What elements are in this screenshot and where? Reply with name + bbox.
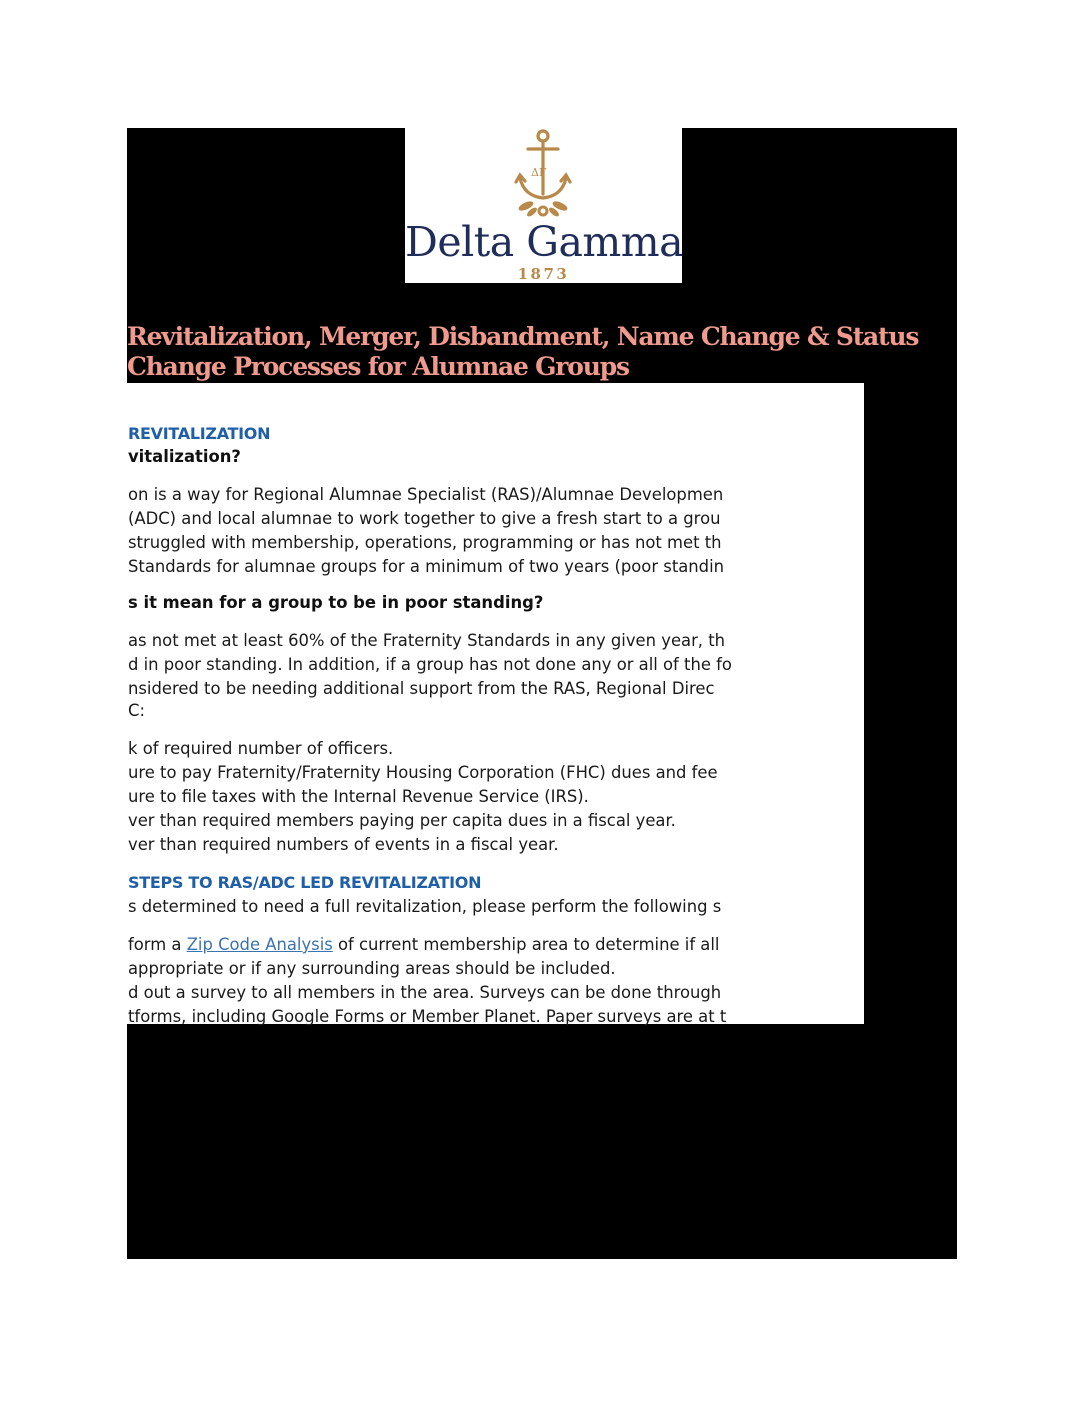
paragraph-line: C: (128, 701, 145, 720)
paragraph-line: struggled with membership, operations, programming or has not met th (128, 533, 722, 552)
list-item: k of required number of officers. (128, 739, 394, 758)
title-line-2: Change Processes for Alumnae Groups (127, 352, 629, 381)
paragraph-line: s determined to need a full revitalization, please perform the following s (128, 897, 722, 916)
brand-year: 1873 (517, 265, 570, 283)
paragraph-line: as not met at least 60% of the Fraternity Standards in any given year, th (128, 631, 726, 650)
step-item (128, 935, 719, 955)
anchor-icon (508, 128, 578, 223)
list-item: ver than required members paying per capita dues in a fiscal year. (128, 811, 676, 830)
list-item: ure to file taxes with the Internal Revenue Service (IRS). (128, 787, 589, 806)
paragraph-line: Standards for alumnae groups for a minimum of two years (poor standin (128, 557, 725, 576)
list-item: ver than required numbers of events in a fiscal year. (128, 835, 559, 854)
title-line-1: Revitalization, Merger, Disbandment, Name Change & Status (127, 322, 919, 351)
brand-name: Delta Gamma (405, 218, 684, 266)
logo (405, 128, 682, 283)
paragraph-line: nsidered to be needing additional support from the RAS, Regional Direc (128, 679, 715, 698)
step-text: of current membership area to determine if all (332, 935, 720, 954)
document-title (127, 322, 927, 382)
content-area (128, 383, 864, 1026)
list-item: ure to pay Fraternity/Fraternity Housing Corporation (FHC) dues and fee (128, 763, 718, 782)
section-heading-steps: STEPS TO RAS/ADC LED REVITALIZATION (128, 873, 482, 892)
section-heading-revitalization: REVITALIZATION (128, 424, 271, 443)
step-text: form a (128, 935, 187, 954)
question-heading: vitalization? (128, 447, 241, 466)
paragraph-line: on is a way for Regional Alumnae Specialist (RAS)/Alumnae Developmen (128, 485, 724, 504)
question-heading: s it mean for a group to be in poor standing? (128, 593, 544, 612)
step-item: d out a survey to all members in the area. Surveys can be done through (128, 983, 722, 1002)
step-item: appropriate or if any surrounding areas should be included. (128, 959, 616, 978)
step-item: tforms, including Google Forms or Member Planet. Paper surveys are at t (128, 1007, 727, 1026)
zip-code-analysis-link[interactable]: Zip Code Analysis (186, 935, 333, 954)
paragraph-line: (ADC) and local alumnae to work together to give a fresh start to a grou (128, 509, 721, 528)
greek-letters: ΔΓ (531, 166, 547, 179)
paragraph-line: d in poor standing. In addition, if a group has not done any or all of the fo (128, 655, 732, 674)
